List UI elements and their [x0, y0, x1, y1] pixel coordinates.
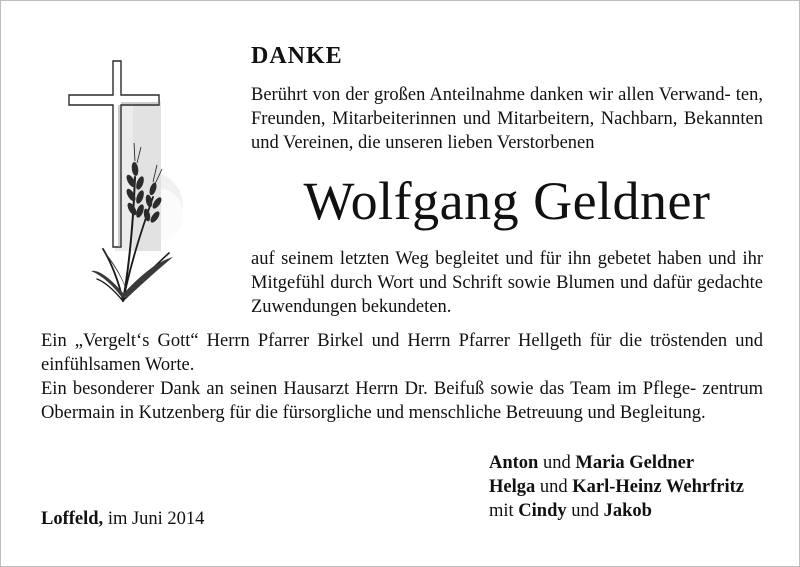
thanks-line: Ein „Vergelt‘s Gott“ Herrn Pfarrer Birkel und Herrn Pfarrer Hellgeth für die tröstenden und: [41, 331, 763, 351]
signature-name: Karl-Heinz Wehrfritz: [572, 477, 745, 497]
intro-line: ten, Freunden, Mitarbeiterinnen und Mitarbeitern, Nachbarn,: [251, 85, 764, 129]
place-date: [41, 507, 204, 531]
intro-line: Bekannten und Vereinen, die unseren lieben Verstorbenen: [251, 109, 764, 153]
thanks-line: Begleitung.: [619, 403, 706, 423]
intro-paragraph: [251, 83, 763, 155]
signature-line: [489, 475, 744, 499]
notice-title: DANKE: [251, 43, 343, 69]
date-text: im Juni 2014: [103, 509, 205, 529]
signature-name: Anton: [489, 453, 539, 473]
place-name: Loffeld,: [41, 509, 104, 529]
signature-conjunction: und: [538, 453, 576, 473]
cross-with-wheat-icon: [61, 57, 191, 307]
signature-line: [489, 451, 744, 475]
after-line: gedachte Zuwendungen bekundeten.: [251, 273, 764, 317]
after-paragraph: [251, 247, 763, 319]
intro-line: Berührt von der großen Anteilnahme danken wir allen Verwand-: [251, 85, 731, 105]
thanks-paragraph: [41, 329, 763, 425]
after-line: auf seinem letzten Weg begleitet und für ihn gebetet haben und: [251, 249, 736, 269]
thanks-line: einfühlsamen Worte.: [41, 355, 195, 375]
signature-conjunction: und: [566, 501, 604, 521]
signature-line: [489, 499, 744, 523]
signature-conjunction: und: [535, 477, 573, 497]
thanks-line: zentrum Obermain in Kutzenberg für die fürsorgliche und menschliche Betreuung und: [41, 379, 764, 423]
signature-name: Helga: [489, 477, 536, 497]
signature-name: Cindy: [518, 501, 567, 521]
deceased-name: Wolfgang Geldner: [303, 171, 711, 231]
after-line: ihr Mitgefühl durch Wort und Schrift sowie Blumen und dafür: [251, 249, 764, 293]
signature-prefix: mit: [489, 501, 519, 521]
signature-name: Jakob: [603, 501, 652, 521]
thanks-line: Ein besonderer Dank an seinen Hausarzt Herrn Dr. Beifuß sowie das Team im Pflege-: [41, 379, 697, 399]
signature-name: Maria Geldner: [575, 453, 695, 473]
signatures: [489, 451, 744, 523]
